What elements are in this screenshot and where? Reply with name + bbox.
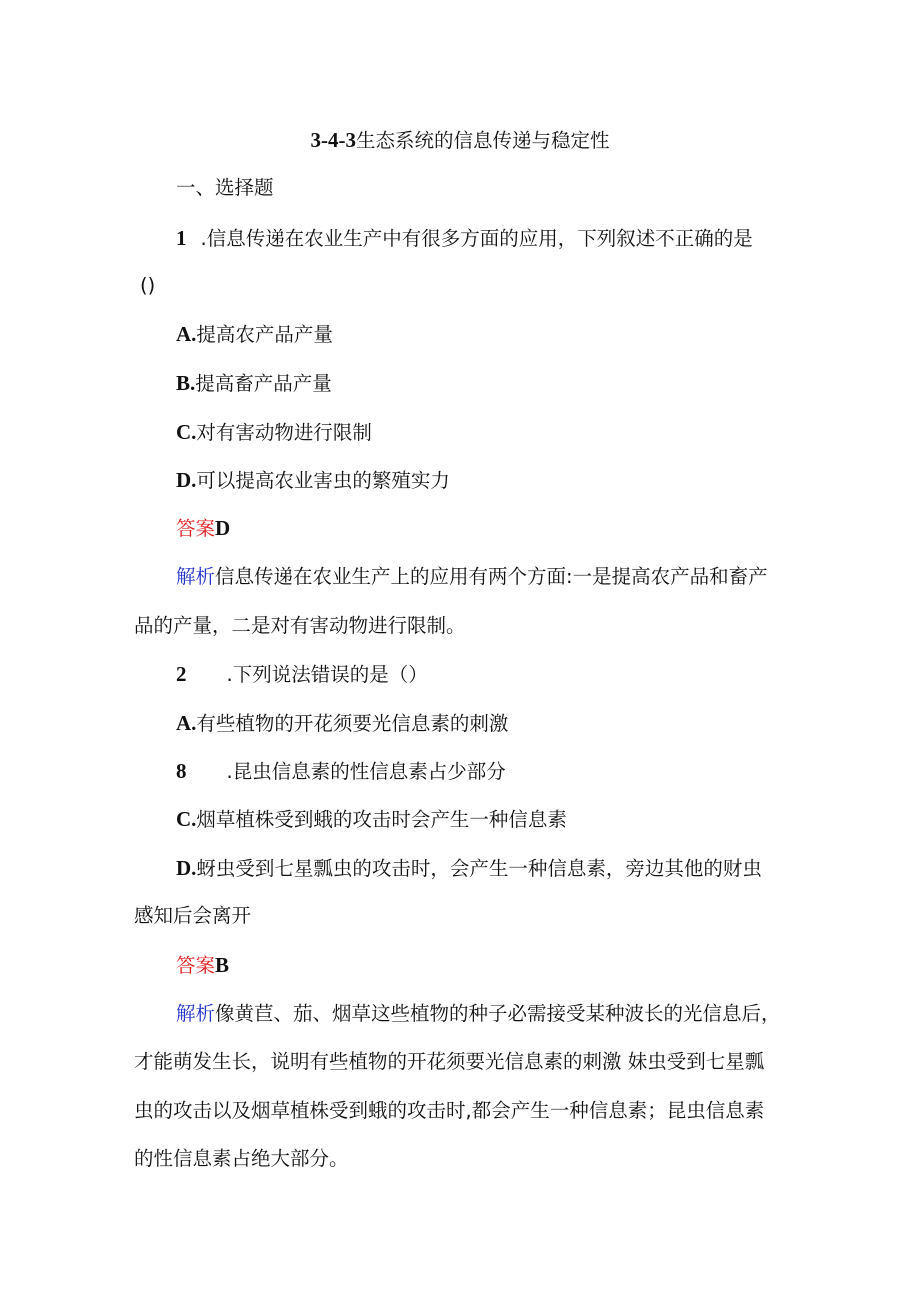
page-title xyxy=(0,126,920,155)
question-2-option-d-continued: 感知后会离开 xyxy=(134,904,252,927)
question-2-analysis-line-3: 虫的攻击以及烟草植株受到蛾的攻击时,都会产生一种信息素；昆虫信息素 xyxy=(134,1099,765,1122)
question-2-analysis-line-2: 才能萌发生长，说明有些植物的开花须要光信息素的刺激 妹虫受到七星瓢 xyxy=(134,1050,765,1073)
question-2-answer xyxy=(176,951,229,980)
question-number: 2 xyxy=(176,662,187,686)
title-text: 生态系统的信息传递与稳定性 xyxy=(355,129,610,152)
answer-label: 答案 xyxy=(176,954,216,977)
question-1-answer xyxy=(176,514,230,543)
answer-value: D xyxy=(215,516,231,540)
question-number: 1 xyxy=(176,226,187,250)
question-2-option-b: 8 .昆虫信息素的性信息素占少部分 xyxy=(176,759,506,783)
question-1-option-c: C.对有害动物进行限制 xyxy=(176,420,372,444)
question-2-option-c: C.烟草植株受到蛾的攻击时会产生一种信息素 xyxy=(176,807,567,831)
question-2-option-d: D.蚜虫受到七星瓢虫的攻击时，会产生一种信息素，旁边其他的财虫 xyxy=(176,856,762,880)
question-1-option-a: A.提高农产品产量 xyxy=(176,322,333,346)
question-2-analysis-line-1: 解析像黄苣、茄、烟草这些植物的种子必需接受某种波长的光信息后， xyxy=(176,1002,781,1025)
question-1-stem: 1 .信息传递在农业生产中有很多方面的应用，下列叙述不正确的是 xyxy=(176,226,753,250)
question-2-analysis-line-4: 的性信息素占绝大部分。 xyxy=(134,1147,349,1170)
answer-value: B xyxy=(215,953,230,977)
question-2-option-a: A.有些植物的开花须要光信息素的刺激 xyxy=(176,711,509,735)
question-1-analysis-line-2: 品的产量，二是对有害动物进行限制。 xyxy=(134,614,466,637)
answer-label: 答案 xyxy=(176,517,216,540)
question-1-option-d: D.可以提高农业害虫的繁殖实力 xyxy=(176,468,450,492)
analysis-label: 解析 xyxy=(176,1002,216,1025)
question-1-option-b: B.提高畜产品产量 xyxy=(176,371,332,395)
question-2-stem: 2 .下列说法错误的是（） xyxy=(176,662,428,686)
section-heading: 一、选择题 xyxy=(176,176,274,199)
question-1-blank: () xyxy=(140,274,156,297)
analysis-label: 解析 xyxy=(176,565,216,588)
question-1-analysis-line-1: 解析信息传递在农业生产上的应用有两个方面:一是提高农产品和畜产 xyxy=(176,565,768,588)
title-number: 3-4-3 xyxy=(310,128,356,152)
